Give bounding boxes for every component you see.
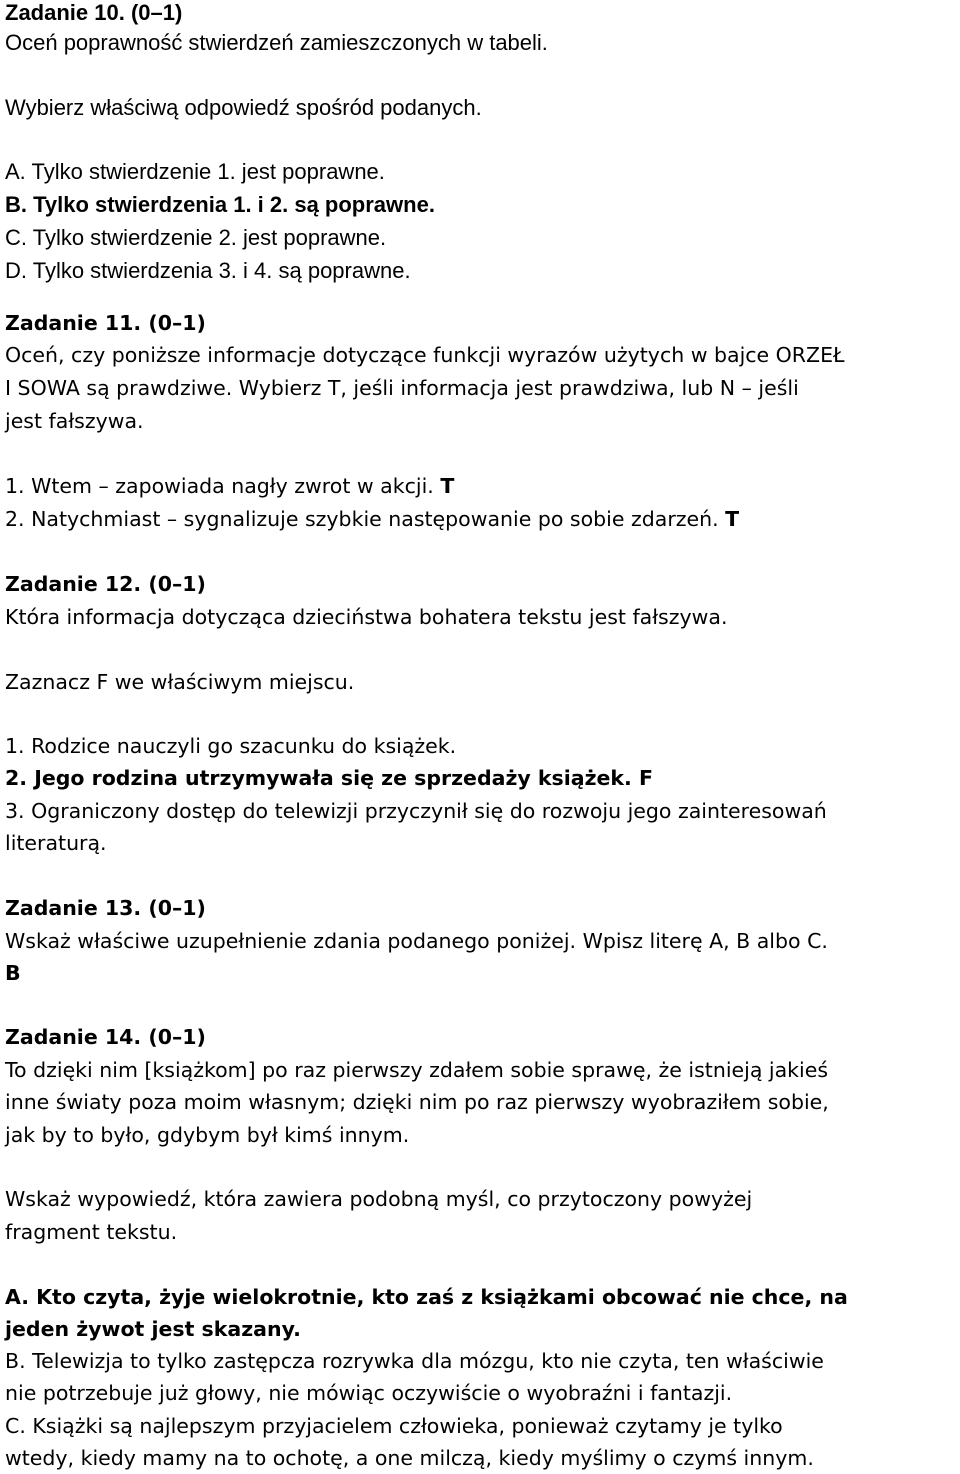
task-13-answer: B bbox=[5, 961, 21, 985]
task-10-option-b: B. Tylko stwierdzenia 1. i 2. są poprawne. bbox=[5, 192, 435, 217]
task-14-heading: Zadanie 14. (0–1) bbox=[5, 1025, 206, 1049]
task-14-instruction-line-2: fragment tekstu. bbox=[5, 1220, 178, 1244]
task-12-mark-instruction: Zaznacz F we właściwym miejscu. bbox=[5, 670, 355, 694]
task-11-item-1-answer: T bbox=[440, 474, 455, 498]
task-11-item-1-text: 1. Wtem – zapowiada nagły zwrot w akcji. bbox=[5, 474, 434, 498]
task-10-heading: Zadanie 10. (0–1) bbox=[5, 0, 183, 25]
task-14-quote-line-1: To dzięki nim [książkom] po raz pierwszy zdałem sobie sprawę, że istnieją jakieś bbox=[5, 1058, 829, 1082]
task-11-item-1 bbox=[5, 471, 454, 501]
task-14-option-a-line-1: A. Kto czyta, żyje wielokrotnie, kto zaś z książkami obcować nie chce, na bbox=[5, 1285, 848, 1309]
task-11-instruction-line-3: jest fałszywa. bbox=[5, 409, 144, 433]
task-14-quote-line-2: inne światy poza moim własnym; dzięki nim po raz pierwszy wyobraziłem sobie, bbox=[5, 1090, 829, 1114]
task-10-choose-instruction: Wybierz właściwą odpowiedź spośród podanych. bbox=[5, 95, 482, 120]
task-12-item-3-line-2: literaturą. bbox=[5, 831, 107, 855]
task-12-instruction: Która informacja dotycząca dzieciństwa bohatera tekstu jest fałszywa. bbox=[5, 605, 728, 629]
task-14-quote-line-3: jak by to było, gdybym był kimś innym. bbox=[5, 1123, 410, 1147]
task-12-item-1: 1. Rodzice nauczyli go szacunku do książek. bbox=[5, 734, 457, 758]
task-11-item-2-text: 2. Natychmiast – sygnalizuje szybkie następowanie po sobie zdarzeń. bbox=[5, 507, 719, 531]
task-14-option-c-line-1: C. Książki są najlepszym przyjacielem człowieka, ponieważ czytamy je tylko bbox=[5, 1414, 783, 1438]
task-10-option-c: C. Tylko stwierdzenie 2. jest poprawne. bbox=[5, 225, 387, 250]
task-13-instruction: Wskaż właściwe uzupełnienie zdania podanego poniżej. Wpisz literę A, B albo C. bbox=[5, 929, 828, 953]
task-13-heading: Zadanie 13. (0–1) bbox=[5, 896, 206, 920]
task-14-option-c-line-2: wtedy, kiedy mamy na to ochotę, a one milczą, kiedy myślimy o czymś innym. bbox=[5, 1446, 814, 1470]
task-10-instruction: Oceń poprawność stwierdzeń zamieszczonych w tabeli. bbox=[5, 30, 548, 55]
task-12-item-2: 2. Jego rodzina utrzymywała się ze sprzedaży książek. F bbox=[5, 766, 653, 790]
task-11-item-2-answer: T bbox=[725, 507, 740, 531]
task-12-heading: Zadanie 12. (0–1) bbox=[5, 572, 206, 596]
task-12-item-3-line-1: 3. Ograniczony dostęp do telewizji przyczynił się do rozwoju jego zainteresowań bbox=[5, 799, 827, 823]
task-14-option-b-line-1: B. Telewizja to tylko zastępcza rozrywka dla mózgu, kto nie czyta, ten właściwie bbox=[5, 1349, 824, 1373]
task-11-instruction-line-2: I SOWA są prawdziwe. Wybierz T, jeśli informacja jest prawdziwa, lub N – jeśli bbox=[5, 376, 799, 400]
task-10-option-d: D. Tylko stwierdzenia 3. i 4. są poprawne. bbox=[5, 258, 411, 283]
task-14-instruction-line-1: Wskaż wypowiedź, która zawiera podobną myśl, co przytoczony powyżej bbox=[5, 1187, 753, 1211]
task-14-option-a-line-2: jeden żywot jest skazany. bbox=[5, 1317, 301, 1341]
task-11-item-2 bbox=[5, 504, 739, 534]
task-10-option-a: A. Tylko stwierdzenie 1. jest poprawne. bbox=[5, 159, 385, 184]
task-11-instruction-line-1: Oceń, czy poniższe informacje dotyczące funkcji wyrazów użytych w bajce ORZEŁ bbox=[5, 343, 845, 367]
task-14-option-b-line-2: nie potrzebuje już głowy, nie mówiąc oczywiście o wyobraźni i fantazji. bbox=[5, 1381, 733, 1405]
task-11-heading: Zadanie 11. (0–1) bbox=[5, 311, 206, 335]
